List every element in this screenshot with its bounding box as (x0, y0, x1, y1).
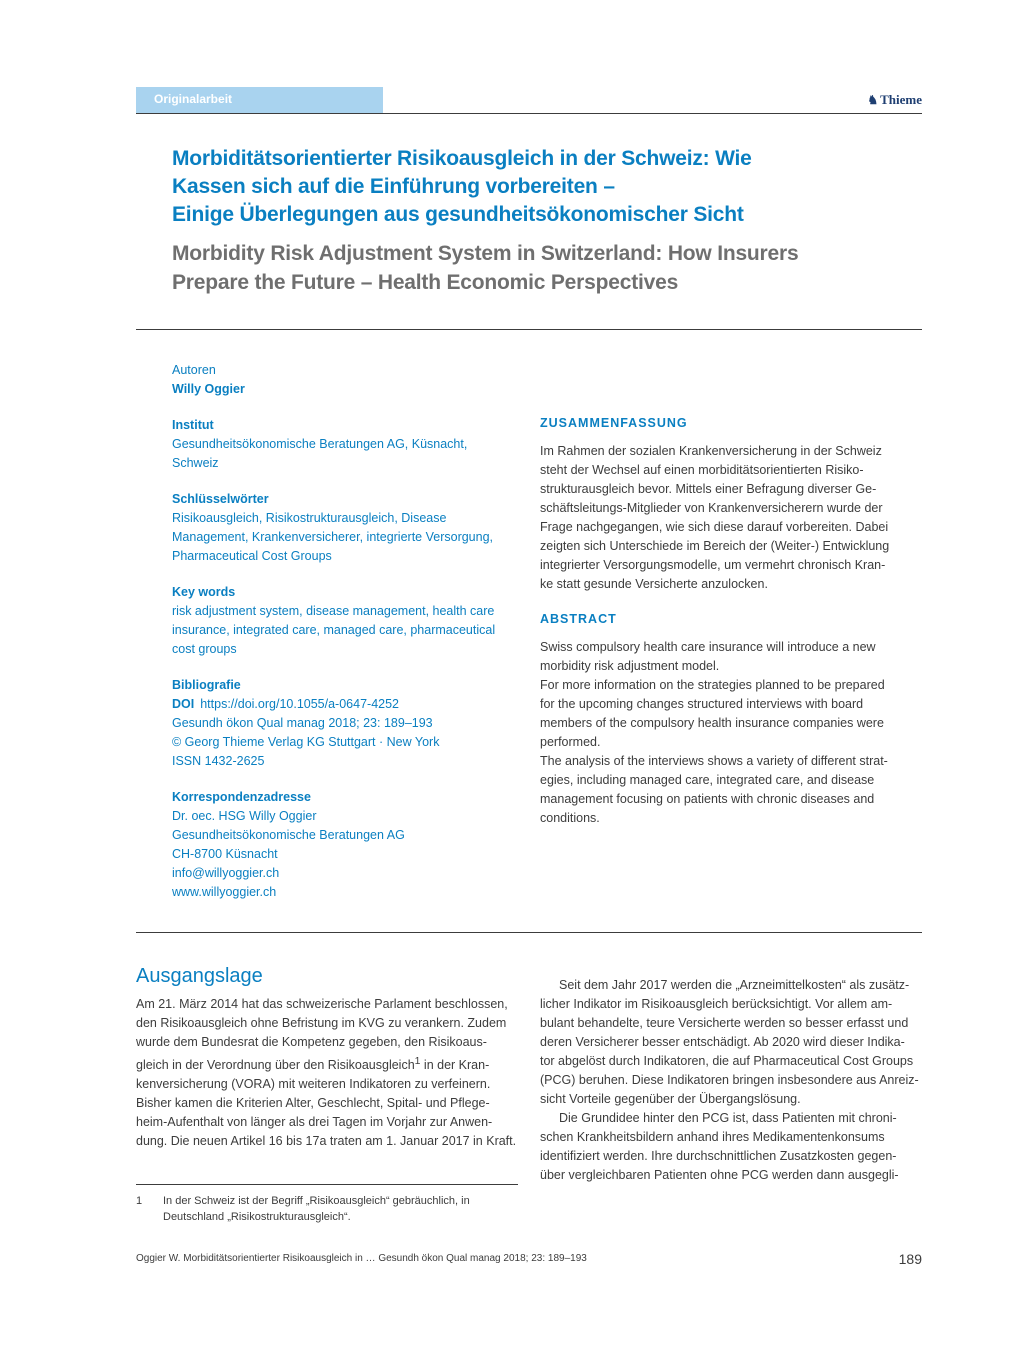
title-english (172, 239, 912, 297)
body-line: bulant behandelte, teure Versicherte werden so besser erfasst und (540, 1016, 909, 1030)
body-line: schen Krankheitsbildern anhand ihres Medikamentenkonsums (540, 1130, 885, 1144)
running-footer: Oggier W. Morbiditätsorientierter Risikoausgleich in … Gesundh ökon Qual manag 2018; 23: 189–193 (136, 1253, 587, 1264)
authors-label: Autoren (172, 363, 216, 377)
author-name: Willy Oggier (172, 382, 245, 396)
abstracts (540, 414, 890, 844)
zusammenfassung-line: Im Rahmen der sozialen Krankenversicherung in der Schweiz (540, 444, 882, 458)
abstract-line: for the upcoming changes structured interviews with board (540, 697, 864, 711)
body-line: den Risikoausgleich ohne Befristung im KVG zu verankern. Zudem (136, 1016, 507, 1030)
body-column-left (136, 995, 520, 1151)
keywords-en-line: insurance, integrated care, managed care, pharmaceutical (172, 623, 496, 637)
body-divider (136, 932, 922, 933)
zusammenfassung-line: integrierter Versorgungsmodelle, um vermehrt chronisch Kran- (540, 558, 886, 572)
keywords-de-label: Schlüsselwörter (172, 492, 269, 506)
body-line: Seit dem Jahr 2017 werden die „Arzneimittelkosten“ als zusätz- (559, 978, 910, 992)
thieme-shield-icon: ♞ (867, 93, 879, 107)
body-line: Die Grundidee hinter den PCG ist, dass Patienten mit chroni- (559, 1111, 897, 1125)
keywords-de-block (172, 490, 517, 566)
correspondence-line: Gesundheitsökonomische Beratungen AG (172, 828, 405, 842)
body-column-right (540, 976, 924, 1185)
keywords-en-line: risk adjustment system, disease management, health care (172, 604, 495, 618)
section-heading: Ausgangslage (136, 965, 263, 987)
footnote-text (163, 1193, 516, 1225)
abstract-block (540, 610, 890, 828)
zusammenfassung-heading: ZUSAMMENFASSUNG (540, 416, 688, 430)
copyright: © Georg Thieme Verlag KG Stuttgart · New York (172, 735, 440, 749)
abstract-line: members of the compulsory health insurance companies were (540, 716, 884, 730)
abstract-line: The analysis of the interviews shows a variety of different strat- (540, 754, 888, 768)
body-line: (PCG) beruhen. Diese Indikatoren bringen insbesondere aus Anreiz- (540, 1073, 919, 1087)
footnote (136, 1193, 516, 1225)
title-german-line: Kassen sich auf die Einführung vorbereiten – (172, 175, 615, 198)
keywords-en-line: cost groups (172, 642, 237, 656)
doi-link[interactable]: https://doi.org/10.1055/a-0647-4252 (200, 697, 399, 711)
footnote-number: 1 (136, 1195, 143, 1207)
body-line: identifiziert werden. Ihre durchschnittlichen Zusatzkosten gegen- (540, 1149, 897, 1163)
website-link[interactable]: www.willyoggier.ch (172, 885, 277, 899)
article-metadata (172, 361, 517, 919)
abstract-line: management focusing on patients with chronic diseases and (540, 792, 875, 806)
body-line (136, 1052, 520, 1075)
zusammenfassung-line: schäftsleitungs-Mitglieder von Krankenversicherern wurde der (540, 501, 883, 515)
bibliography-block (172, 676, 517, 771)
abstract-line: performed. (540, 735, 601, 749)
body-line: wurde dem Bundesrat die Kompetenz gegeben, den Risikoaus- (136, 1035, 487, 1049)
body-line: licher Indikator im Risikoausgleich berücksichtigt. Vor allem am- (540, 997, 893, 1011)
keywords-de-line: Pharmaceutical Cost Groups (172, 549, 332, 563)
keywords-de-line: Risikoausgleich, Risikostrukturausgleich, Disease (172, 511, 447, 525)
email-link[interactable]: info@willyoggier.ch (172, 866, 280, 880)
footnote-divider (136, 1184, 518, 1185)
zusammenfassung-line: strukturausgleich bevor. Mittels einer Befragung diverser Ge- (540, 482, 877, 496)
header-divider (136, 113, 922, 114)
correspondence-line: Dr. oec. HSG Willy Oggier (172, 809, 317, 823)
body-line: dung. Die neuen Artikel 16 bis 17a traten am 1. Januar 2017 in Kraft. (136, 1134, 517, 1149)
abstract-line: For more information on the strategies planned to be prepared (540, 678, 885, 692)
correspondence-line: CH-8700 Küsnacht (172, 847, 278, 861)
body-line: sicht Vorteile gegenüber der Übergangslösung. (540, 1092, 801, 1106)
title-divider (136, 329, 922, 330)
footnote-reference[interactable]: 1 (414, 1056, 421, 1067)
publisher-name: Thieme (880, 92, 922, 107)
title-english-line: Morbidity Risk Adjustment System in Switzerland: How Insurers (172, 242, 799, 265)
abstract-heading: ABSTRACT (540, 612, 617, 626)
citation: Gesundh ökon Qual manag 2018; 23: 189–193 (172, 716, 433, 730)
body-line: über vergleichbaren Patienten ohne PCG werden dann ausgegli- (540, 1168, 899, 1182)
title-german-line: Einige Überlegungen aus gesundheitsökonomischer Sicht (172, 203, 744, 226)
authors-block (172, 361, 517, 399)
body-line: Am 21. März 2014 hat das schweizerische Parlament beschlossen, (136, 997, 508, 1011)
doi-line (172, 695, 517, 714)
section-label: Originalarbeit (136, 87, 383, 113)
abstract-line: conditions. (540, 811, 600, 825)
footnote-line: In der Schweiz ist der Begriff „Risikoausgleich“ gebräuchlich, in (163, 1195, 470, 1207)
title-german-line: Morbiditätsorientierter Risikoausgleich in der Schweiz: Wie (172, 147, 752, 170)
footnote-line: Deutschland „Risikostrukturausgleich“. (163, 1211, 351, 1223)
zusammenfassung-line: zeigten sich Unterschiede im Bereich der (Weiter-) Entwicklung (540, 539, 890, 553)
keywords-en-block (172, 583, 517, 659)
keywords-de-line: Management, Krankenversicherer, integrierte Versorgung, (172, 530, 494, 544)
abstract-line: Swiss compulsory health care insurance will introduce a new (540, 640, 876, 654)
abstract-line: morbidity risk adjustment model. (540, 659, 720, 673)
body-line: deren Versicherer besser entschädigt. Ab 2020 wird dieser Indika- (540, 1035, 905, 1049)
doi-label: DOI (172, 697, 195, 711)
page-number: 189 (898, 1251, 922, 1267)
title-english-line: Prepare the Future – Health Economic Perspectives (172, 271, 679, 294)
correspondence-block (172, 788, 517, 902)
body-line: kenversicherung (VORA) mit weiteren Indikatoren zu verfeinern. (136, 1077, 491, 1092)
bibliography-label: Bibliografie (172, 678, 241, 692)
body-line-text: gleich in der Verordnung über den Risikoausgleich (136, 1058, 415, 1073)
publisher-logo (867, 92, 922, 108)
body-line: tor abgelöst durch Indikatoren, die auf Pharmaceutical Cost Groups (540, 1054, 914, 1068)
body-line: heim-Aufenthalt von länger als drei Tagen im Vorjahr zur Anwen- (136, 1115, 493, 1130)
title-german (172, 145, 892, 229)
body-line-text: in der Kran- (420, 1058, 490, 1073)
zusammenfassung-line: steht der Wechsel auf einen morbiditätsorientierten Risiko- (540, 463, 864, 477)
issn: ISSN 1432-2625 (172, 754, 265, 768)
keywords-en-label: Key words (172, 585, 236, 599)
institute-line: Gesundheitsökonomische Beratungen AG, Küsnacht, (172, 437, 468, 451)
zusammenfassung-line: Frage nachgegangen, wie sich diese darauf vorbereiten. Dabei (540, 520, 889, 534)
correspondence-label: Korrespondenzadresse (172, 790, 311, 804)
abstract-line: egies, including managed care, integrated care, and disease (540, 773, 875, 787)
institute-line: Schweiz (172, 456, 219, 470)
body-line: Bisher kamen die Kriterien Alter, Geschlecht, Spital- und Pflege- (136, 1096, 490, 1111)
zusammenfassung-line: ke statt gesunde Versicherte anzulocken. (540, 577, 768, 591)
institute-block (172, 416, 517, 473)
zusammenfassung-block (540, 414, 890, 594)
institute-label: Institut (172, 418, 214, 432)
